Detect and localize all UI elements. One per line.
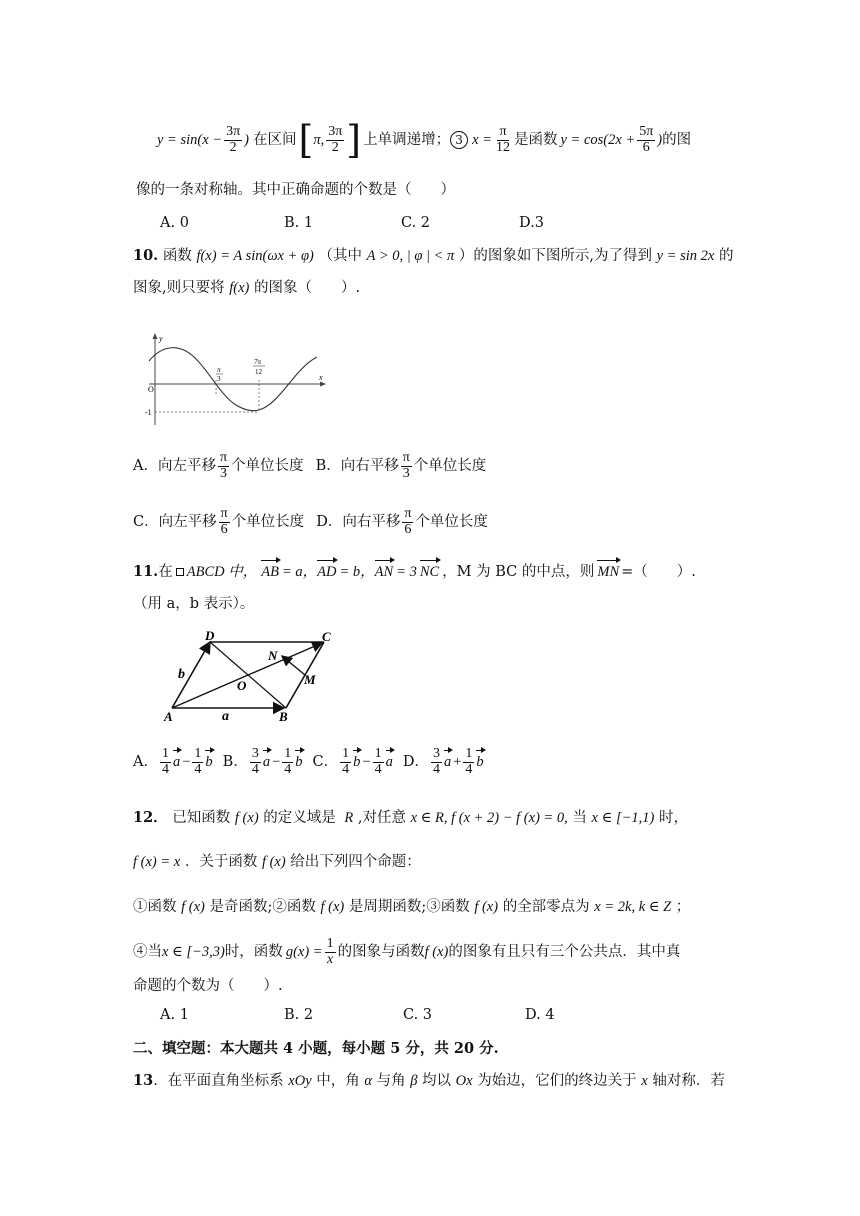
- q11-option-b: B． $\frac{3}{4}$ a − $\frac{1}{4}$ b: [222, 745, 303, 777]
- q13-number: 13: [133, 1072, 154, 1089]
- q11-option-c: C． $\frac{1}{4}$ b − $\frac{1}{4}$ a: [312, 745, 393, 777]
- vec-ad: AD: [317, 564, 337, 580]
- vec-ab: AB: [261, 564, 279, 580]
- label-a-vector: a: [222, 709, 229, 724]
- graph-y-label: y: [159, 334, 163, 343]
- graph-x-label: x: [319, 373, 323, 382]
- graph-origin: O: [148, 385, 154, 394]
- q11-line2: （用 a，b 表示）。: [133, 596, 255, 612]
- q10-option-d: D．向右平移 $\frac{\pi}{6}$ 个单位长度: [316, 505, 488, 537]
- q12-option-c: C. 3: [403, 1007, 433, 1023]
- section-heading-fill-blank: 二、填空题：本大题共 4 小题，每小题 5 分，共 20 分.: [133, 1040, 499, 1057]
- q11-option-d: D． $\frac{3}{4}$ a + $\frac{1}{4}$ b: [402, 745, 484, 777]
- q11-line1: 11. 在 ABCD 中， AB = a， AD = b， AN = 3 NC ，M 为 BC 的中点，则 MN =（ ）.: [133, 563, 696, 580]
- graph-tick2-n: 7π: [254, 358, 262, 366]
- q11-number: 11.: [133, 563, 159, 580]
- label-n: N: [268, 648, 278, 663]
- graph-tick2-d: 12: [255, 368, 262, 376]
- q9-option-c: C. 2: [401, 215, 431, 231]
- q9-line2: 像的一条对称轴。其中正确命题的个数是（ ）: [136, 182, 455, 198]
- q10-sine-graph: [145, 330, 330, 430]
- label-b-vertex: B: [279, 709, 288, 724]
- q11-parallelogram-figure: [160, 628, 345, 726]
- label-a-vertex: A: [164, 709, 173, 724]
- parallelogram-symbol: [176, 568, 184, 576]
- q11-options: [133, 741, 484, 783]
- q9-interval: [ π, $\frac{3\pi}{2}$ ]: [298, 118, 362, 162]
- label-c-vertex: C: [322, 629, 331, 644]
- vec-an: AN: [374, 564, 394, 580]
- q9-frac1: $\frac{3\pi}{2}$: [226, 123, 241, 155]
- vec-mn-line: [282, 656, 305, 675]
- vec-mn: MN: [597, 564, 620, 580]
- vec-nc: NC: [419, 564, 440, 580]
- q12-line4: ④当 x ∈ [−3,3) 时，函数 g(x) = $\frac{1}{x}$ 的图象与函数 f (x) 的图象有且只有三个公共点．其中真: [133, 935, 681, 967]
- q10-line1: 10. 函数 f(x) = A sin(ωx + φ) （其中 A > 0, | φ | < π ）的图象如下图所示,为了得到 y = sin 2x 的: [133, 247, 734, 264]
- q9-option-d: D.3: [519, 215, 544, 231]
- q12-option-d: D. 4: [525, 1007, 555, 1023]
- q12-option-b: B. 2: [284, 1007, 314, 1023]
- q12-line5: 命题的个数为（ ）.: [133, 978, 283, 994]
- label-m: M: [304, 672, 316, 687]
- q10-option-c: C．向左平移 $\frac{\pi}{6}$ 个单位长度: [133, 505, 305, 537]
- q9-option-a: A. 0: [160, 215, 189, 231]
- q12-line3: ①函数 f (x) 是奇函数;②函数 f (x) 是周期函数;③函数 f (x) 的全部零点为 x = 2k, k ∈ Z ；: [133, 899, 691, 915]
- q9-expr-y: y = sin(x −: [157, 132, 223, 148]
- q10-option-b: B．向右平移 $\frac{\pi}{3}$ 个单位长度: [315, 449, 487, 481]
- q10-number: 10.: [133, 247, 159, 264]
- q12-line2: f (x) = x ．关于函数 f (x) 给出下列四个命题：: [133, 854, 421, 870]
- q12-line1: 12． 已知函数 f (x) 的定义域是 R ,对任意 x ∈ R, f (x + 2) − f (x) = 0, 当 x ∈ [−1,1) 时，: [133, 809, 688, 826]
- q12-option-a: A. 1: [160, 1007, 189, 1023]
- graph-tick-neg1: -1: [145, 408, 152, 417]
- label-d-vertex: D: [205, 628, 215, 643]
- q10-line2: 图象,则只要将 f(x) 的图象（ ）.: [133, 280, 361, 296]
- q10-option-a: A．向左平移 $\frac{\pi}{3}$ 个单位长度: [133, 449, 304, 481]
- q12-number: 12．: [133, 809, 168, 826]
- q11-option-a: A． $\frac{1}{4}$ a − $\frac{1}{4}$ b: [133, 745, 213, 777]
- q10-options-row2: [133, 502, 488, 542]
- q9-line1: y = sin(x − $\frac{3\pi}{2}$ ) 在区间 [ π, $\frac{3\pi}{2}$ ] 上单调递增； 3 x = $\frac{\pi}{12}$ 是函数 y = cos(2x + $\frac{5\pi}{6}$ ) 的图: [157, 118, 692, 162]
- graph-tick1-d: 3: [217, 375, 221, 383]
- q9-circle-3: 3: [450, 131, 468, 149]
- q13-line1: 13．在平面直角坐标系 xOy 中，角 α 与角 β 均以 Ox 为始边，它们的终边关于 x 轴对称．若: [133, 1072, 725, 1089]
- graph-tick1-n: π: [217, 366, 221, 374]
- diag-ac: [172, 643, 322, 708]
- label-o: O: [237, 678, 247, 693]
- q10-options-row1: [133, 446, 486, 486]
- q9-option-b: B. 1: [284, 215, 314, 231]
- label-b-vector: b: [178, 667, 185, 682]
